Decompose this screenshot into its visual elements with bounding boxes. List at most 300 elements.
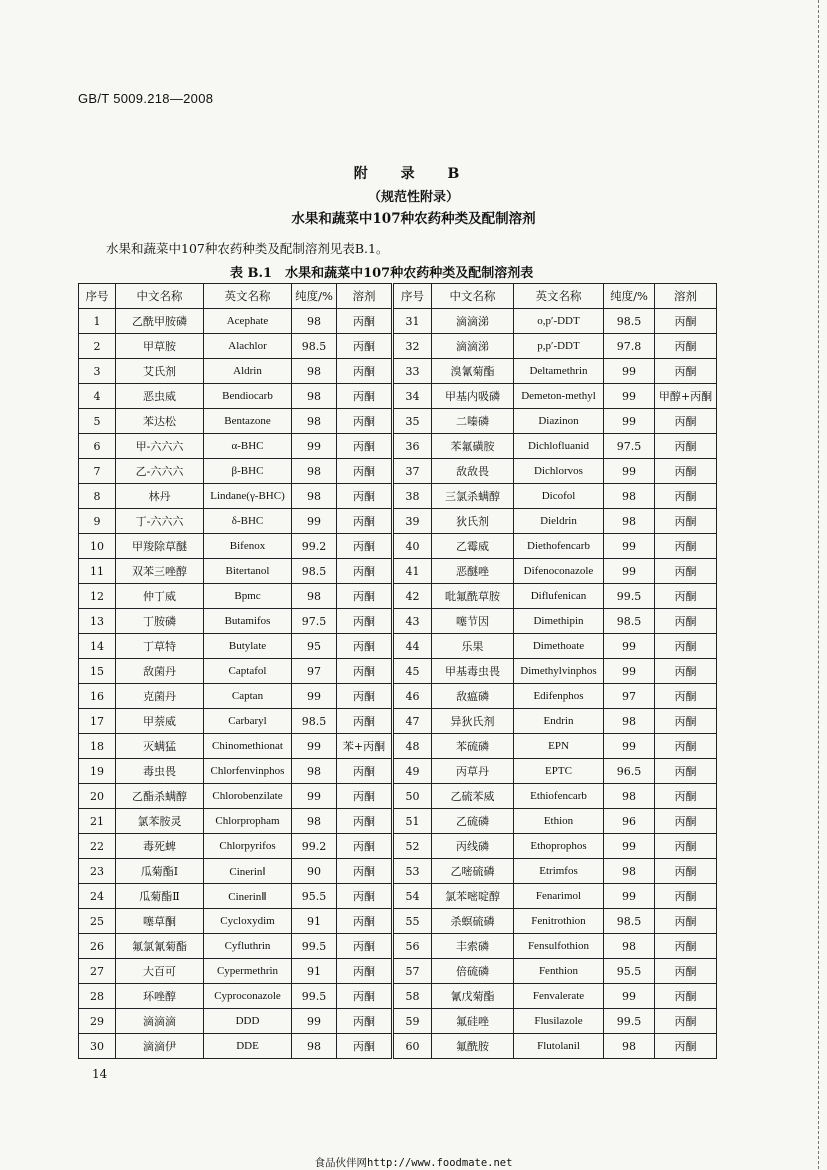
cn-name-cell: 艾氏剂 [116, 359, 204, 384]
cn-name-cell: 丙线磷 [432, 834, 514, 859]
table-row [79, 409, 717, 434]
solvent-cell: 丙酮 [655, 1009, 717, 1034]
en-name-cell: DDE [204, 1034, 292, 1059]
en-name-cell: CinerinⅡ [204, 884, 292, 909]
purity-cell: 99 [604, 534, 655, 559]
purity-cell: 99 [292, 684, 337, 709]
purity-cell: 99.5 [292, 934, 337, 959]
solvent-cell: 丙酮 [337, 959, 393, 984]
table-row [79, 909, 717, 934]
cn-name-cell: 杀螟硫磷 [432, 909, 514, 934]
seq-cell: 11 [79, 559, 116, 584]
solvent-cell: 丙酮 [337, 709, 393, 734]
purity-cell: 99 [292, 784, 337, 809]
cn-name-cell: 氟硅唑 [432, 1009, 514, 1034]
cn-name-cell: 甲羧除草醚 [116, 534, 204, 559]
purity-cell: 98.5 [292, 709, 337, 734]
seq-cell: 49 [393, 759, 432, 784]
purity-cell: 98 [604, 709, 655, 734]
cn-name-cell: 倍硫磷 [432, 959, 514, 984]
cn-name-cell: 噻节因 [432, 609, 514, 634]
en-name-cell: α-BHC [204, 434, 292, 459]
en-name-cell: Demeton-methyl [514, 384, 604, 409]
cn-name-cell: 恶醚唑 [432, 559, 514, 584]
en-name-cell: Dimethylvinphos [514, 659, 604, 684]
en-name-cell: Fenthion [514, 959, 604, 984]
solvent-cell: 丙酮 [337, 909, 393, 934]
solvent-cell: 丙酮 [655, 809, 717, 834]
solvent-cell: 丙酮 [337, 509, 393, 534]
en-name-cell: Fenvalerate [514, 984, 604, 1009]
purity-cell: 98 [604, 934, 655, 959]
seq-cell: 32 [393, 334, 432, 359]
purity-cell: 98.5 [604, 609, 655, 634]
seq-cell: 44 [393, 634, 432, 659]
purity-cell: 98 [604, 859, 655, 884]
table-row [79, 609, 717, 634]
seq-cell: 36 [393, 434, 432, 459]
en-name-cell: Diethofencarb [514, 534, 604, 559]
seq-cell: 29 [79, 1009, 116, 1034]
en-name-cell: Bpmc [204, 584, 292, 609]
solvent-cell: 丙酮 [655, 584, 717, 609]
purity-cell: 99 [604, 884, 655, 909]
cn-name-cell: 乙霉威 [432, 534, 514, 559]
seq-cell: 6 [79, 434, 116, 459]
solvent-cell: 丙酮 [655, 709, 717, 734]
purity-cell: 99 [604, 634, 655, 659]
seq-cell: 40 [393, 534, 432, 559]
seq-cell: 50 [393, 784, 432, 809]
cn-name-cell: 丰索磷 [432, 934, 514, 959]
seq-cell: 52 [393, 834, 432, 859]
table-caption: 表 B.1 水果和蔬菜中107种农药种类及配制溶剂表 [230, 266, 534, 281]
cn-name-cell: 环唑醇 [116, 984, 204, 1009]
en-name-cell: Fenarimol [514, 884, 604, 909]
purity-cell: 98 [292, 1034, 337, 1059]
cn-name-cell: 仲丁威 [116, 584, 204, 609]
en-name-cell: Chlorpropham [204, 809, 292, 834]
purity-cell: 99 [604, 384, 655, 409]
solvent-cell: 丙酮 [655, 459, 717, 484]
table-row [79, 484, 717, 509]
purity-cell: 99 [292, 734, 337, 759]
en-name-cell: o,p′-DDT [514, 309, 604, 334]
table-row [79, 1034, 717, 1059]
purity-cell: 98 [604, 784, 655, 809]
cn-name-cell: 敌瘟磷 [432, 684, 514, 709]
seq-cell: 19 [79, 759, 116, 784]
cn-name-cell: 乙硫磷 [432, 809, 514, 834]
cn-name-cell: 甲-六六六 [116, 434, 204, 459]
seq-cell: 34 [393, 384, 432, 409]
en-name-cell: Carbaryl [204, 709, 292, 734]
seq-cell: 16 [79, 684, 116, 709]
cn-name-cell: 氟酰胺 [432, 1034, 514, 1059]
purity-cell: 97.5 [604, 434, 655, 459]
seq-cell: 4 [79, 384, 116, 409]
en-name-cell: Fensulfothion [514, 934, 604, 959]
solvent-cell: 甲醇+丙酮 [655, 384, 717, 409]
purity-cell: 95 [292, 634, 337, 659]
en-name-cell: Etrimfos [514, 859, 604, 884]
en-name-cell: Butylate [204, 634, 292, 659]
solvent-cell: 丙酮 [337, 859, 393, 884]
solvent-cell: 丙酮 [337, 459, 393, 484]
en-name-cell: Edifenphos [514, 684, 604, 709]
cn-name-cell: 乙-六六六 [116, 459, 204, 484]
seq-cell: 31 [393, 309, 432, 334]
cn-name-cell: 乙酯杀螨醇 [116, 784, 204, 809]
cn-name-cell: 氰戊菊酯 [432, 984, 514, 1009]
seq-cell: 18 [79, 734, 116, 759]
solvent-cell: 丙酮 [337, 584, 393, 609]
solvent-cell: 丙酮 [655, 309, 717, 334]
solvent-cell: 丙酮 [337, 484, 393, 509]
solvent-cell: 丙酮 [655, 484, 717, 509]
cn-name-cell: 狄氏剂 [432, 509, 514, 534]
en-name-cell: Chlorfenvinphos [204, 759, 292, 784]
en-name-cell: EPN [514, 734, 604, 759]
seq-cell: 41 [393, 559, 432, 584]
seq-cell: 38 [393, 484, 432, 509]
purity-cell: 99 [604, 559, 655, 584]
en-name-cell: Alachlor [204, 334, 292, 359]
en-name-cell: Dicofol [514, 484, 604, 509]
cn-name-cell: 毒虫畏 [116, 759, 204, 784]
solvent-cell: 丙酮 [655, 784, 717, 809]
seq-cell: 55 [393, 909, 432, 934]
cn-name-cell: 恶虫威 [116, 384, 204, 409]
en-name-cell: Bitertanol [204, 559, 292, 584]
seq-cell: 25 [79, 909, 116, 934]
table-row [79, 784, 717, 809]
seq-cell: 51 [393, 809, 432, 834]
seq-cell: 23 [79, 859, 116, 884]
solvent-cell: 丙酮 [337, 759, 393, 784]
seq-cell: 28 [79, 984, 116, 1009]
purity-cell: 97.8 [604, 334, 655, 359]
purity-cell: 98 [604, 1034, 655, 1059]
col-header-cn-name: 中文名称 [116, 284, 204, 309]
en-name-cell: Cycloxydim [204, 909, 292, 934]
purity-cell: 99 [604, 834, 655, 859]
seq-cell: 46 [393, 684, 432, 709]
solvent-cell: 丙酮 [655, 1034, 717, 1059]
en-name-cell: Dimethipin [514, 609, 604, 634]
table-row [79, 884, 717, 909]
solvent-cell: 丙酮 [337, 1009, 393, 1034]
intro-text: 水果和蔬菜中107种农药种类及配制溶剂见表B.1。 [106, 241, 389, 256]
table-row [79, 759, 717, 784]
table-header-row [79, 284, 717, 309]
seq-cell: 47 [393, 709, 432, 734]
seq-cell: 8 [79, 484, 116, 509]
table-row [79, 659, 717, 684]
seq-cell: 43 [393, 609, 432, 634]
seq-cell: 12 [79, 584, 116, 609]
en-name-cell: δ-BHC [204, 509, 292, 534]
purity-cell: 99.5 [604, 1009, 655, 1034]
table-row [79, 634, 717, 659]
seq-cell: 3 [79, 359, 116, 384]
solvent-cell: 丙酮 [337, 434, 393, 459]
appendix-subtitle: （规范性附录） [367, 190, 459, 205]
solvent-cell: 丙酮 [337, 834, 393, 859]
seq-cell: 9 [79, 509, 116, 534]
seq-cell: 54 [393, 884, 432, 909]
purity-cell: 91 [292, 959, 337, 984]
purity-cell: 96 [604, 809, 655, 834]
solvent-cell: 丙酮 [337, 384, 393, 409]
en-name-cell: Ethion [514, 809, 604, 834]
solvent-cell: 丙酮 [655, 934, 717, 959]
table-row [79, 809, 717, 834]
seq-cell: 10 [79, 534, 116, 559]
table-row [79, 384, 717, 409]
table-row [79, 459, 717, 484]
en-name-cell: Captafol [204, 659, 292, 684]
cn-name-cell: 吡氟酰草胺 [432, 584, 514, 609]
seq-cell: 39 [393, 509, 432, 534]
en-name-cell: Fenitrothion [514, 909, 604, 934]
seq-cell: 22 [79, 834, 116, 859]
solvent-cell: 丙酮 [655, 434, 717, 459]
cn-name-cell: 双苯三唑醇 [116, 559, 204, 584]
table-row [79, 934, 717, 959]
en-name-cell: Dimethoate [514, 634, 604, 659]
solvent-cell: 丙酮 [337, 559, 393, 584]
table-row [79, 1009, 717, 1034]
table-body [79, 309, 717, 1059]
cn-name-cell: 丁-六六六 [116, 509, 204, 534]
solvent-cell: 丙酮 [655, 359, 717, 384]
cn-name-cell: 乙硫苯威 [432, 784, 514, 809]
solvent-cell: 丙酮 [655, 834, 717, 859]
en-name-cell: Dieldrin [514, 509, 604, 534]
cn-name-cell: 乙酰甲胺磷 [116, 309, 204, 334]
col-header-solvent-2: 溶剂 [655, 284, 717, 309]
en-name-cell: Lindane(γ-BHC) [204, 484, 292, 509]
cn-name-cell: 瓜菊酯Ⅰ [116, 859, 204, 884]
cn-name-cell: 滴滴涕 [432, 334, 514, 359]
seq-cell: 35 [393, 409, 432, 434]
solvent-cell: 丙酮 [337, 409, 393, 434]
seq-cell: 2 [79, 334, 116, 359]
purity-cell: 96.5 [604, 759, 655, 784]
en-name-cell: Diflufenican [514, 584, 604, 609]
solvent-cell: 丙酮 [655, 559, 717, 584]
solvent-cell: 丙酮 [655, 984, 717, 1009]
purity-cell: 98.5 [292, 334, 337, 359]
cn-name-cell: 大百可 [116, 959, 204, 984]
solvent-cell: 丙酮 [337, 659, 393, 684]
seq-cell: 7 [79, 459, 116, 484]
cn-name-cell: 氟氯氰菊酯 [116, 934, 204, 959]
purity-cell: 99 [604, 734, 655, 759]
table-row [79, 959, 717, 984]
appendix-heading: 水果和蔬菜中107种农药种类及配制溶剂 [291, 211, 536, 227]
cn-name-cell: 异狄氏剂 [432, 709, 514, 734]
solvent-cell: 苯+丙酮 [337, 734, 393, 759]
en-name-cell: Butamifos [204, 609, 292, 634]
purity-cell: 98 [604, 509, 655, 534]
purity-cell: 97 [604, 684, 655, 709]
en-name-cell: Acephate [204, 309, 292, 334]
cn-name-cell: 甲草胺 [116, 334, 204, 359]
purity-cell: 99 [292, 1009, 337, 1034]
purity-cell: 90 [292, 859, 337, 884]
seq-cell: 20 [79, 784, 116, 809]
cn-name-cell: 滴滴伊 [116, 1034, 204, 1059]
purity-cell: 99 [604, 459, 655, 484]
solvent-cell: 丙酮 [655, 859, 717, 884]
seq-cell: 57 [393, 959, 432, 984]
cn-name-cell: 敌敌畏 [432, 459, 514, 484]
cn-name-cell: 丙草丹 [432, 759, 514, 784]
seq-cell: 26 [79, 934, 116, 959]
table-row [79, 684, 717, 709]
solvent-cell: 丙酮 [337, 934, 393, 959]
en-name-cell: Difenoconazole [514, 559, 604, 584]
purity-cell: 97.5 [292, 609, 337, 634]
en-name-cell: Flusilazole [514, 1009, 604, 1034]
purity-cell: 98 [292, 584, 337, 609]
cn-name-cell: 瓜菊酯Ⅱ [116, 884, 204, 909]
en-name-cell: Chlorobenzilate [204, 784, 292, 809]
en-name-cell: β-BHC [204, 459, 292, 484]
seq-cell: 37 [393, 459, 432, 484]
col-header-solvent: 溶剂 [337, 284, 393, 309]
cn-name-cell: 乐果 [432, 634, 514, 659]
cn-name-cell: 丁胺磷 [116, 609, 204, 634]
purity-cell: 99 [292, 434, 337, 459]
cn-name-cell: 噻草酮 [116, 909, 204, 934]
en-name-cell: Dichlofluanid [514, 434, 604, 459]
solvent-cell: 丙酮 [337, 809, 393, 834]
seq-cell: 59 [393, 1009, 432, 1034]
purity-cell: 98.5 [604, 909, 655, 934]
seq-cell: 17 [79, 709, 116, 734]
en-name-cell: Ethiofencarb [514, 784, 604, 809]
seq-cell: 21 [79, 809, 116, 834]
seq-cell: 13 [79, 609, 116, 634]
cn-name-cell: 灭螨猛 [116, 734, 204, 759]
purity-cell: 99 [604, 984, 655, 1009]
cn-name-cell: 甲基内吸磷 [432, 384, 514, 409]
col-header-purity: 纯度/% [292, 284, 337, 309]
appendix-title: 附 录 B [353, 166, 474, 182]
solvent-cell: 丙酮 [337, 359, 393, 384]
solvent-cell: 丙酮 [337, 784, 393, 809]
purity-cell: 98 [292, 809, 337, 834]
cn-name-cell: 丁草特 [116, 634, 204, 659]
purity-cell: 98 [292, 359, 337, 384]
cn-name-cell: 三氯杀螨醇 [432, 484, 514, 509]
seq-cell: 53 [393, 859, 432, 884]
en-name-cell: Deltamethrin [514, 359, 604, 384]
en-name-cell: Cypermethrin [204, 959, 292, 984]
table-row [79, 584, 717, 609]
en-name-cell: Diazinon [514, 409, 604, 434]
solvent-cell: 丙酮 [337, 609, 393, 634]
purity-cell: 95.5 [292, 884, 337, 909]
col-header-seq-2: 序号 [393, 284, 432, 309]
seq-cell: 5 [79, 409, 116, 434]
en-name-cell: Bendiocarb [204, 384, 292, 409]
solvent-cell: 丙酮 [655, 884, 717, 909]
seq-cell: 24 [79, 884, 116, 909]
purity-cell: 99 [604, 659, 655, 684]
cn-name-cell: 溴氰菊酯 [432, 359, 514, 384]
cn-name-cell: 苯氟磺胺 [432, 434, 514, 459]
en-name-cell: CinerinⅠ [204, 859, 292, 884]
en-name-cell: Flutolanil [514, 1034, 604, 1059]
solvent-cell: 丙酮 [655, 634, 717, 659]
solvent-cell: 丙酮 [655, 759, 717, 784]
cn-name-cell: 苯达松 [116, 409, 204, 434]
purity-cell: 98.5 [604, 309, 655, 334]
purity-cell: 99.2 [292, 834, 337, 859]
table-row [79, 984, 717, 1009]
en-name-cell: Bifenox [204, 534, 292, 559]
en-name-cell: Captan [204, 684, 292, 709]
purity-cell: 99.5 [292, 984, 337, 1009]
cn-name-cell: 甲萘威 [116, 709, 204, 734]
cn-name-cell: 乙嘧硫磷 [432, 859, 514, 884]
purity-cell: 99.2 [292, 534, 337, 559]
en-name-cell: DDD [204, 1009, 292, 1034]
purity-cell: 99 [604, 409, 655, 434]
table-row [79, 734, 717, 759]
en-name-cell: Aldrin [204, 359, 292, 384]
solvent-cell: 丙酮 [655, 334, 717, 359]
purity-cell: 98 [292, 459, 337, 484]
cn-name-cell: 滴滴涕 [432, 309, 514, 334]
cn-name-cell: 甲基毒虫畏 [432, 659, 514, 684]
table-row [79, 309, 717, 334]
cn-name-cell: 敌菌丹 [116, 659, 204, 684]
cn-name-cell: 氯苯嘧啶醇 [432, 884, 514, 909]
seq-cell: 14 [79, 634, 116, 659]
solvent-cell: 丙酮 [655, 409, 717, 434]
purity-cell: 99 [604, 359, 655, 384]
en-name-cell: Bentazone [204, 409, 292, 434]
seq-cell: 58 [393, 984, 432, 1009]
en-name-cell: Chlorpyrifos [204, 834, 292, 859]
cn-name-cell: 滴滴滴 [116, 1009, 204, 1034]
solvent-cell: 丙酮 [655, 734, 717, 759]
pesticide-table [78, 283, 717, 1059]
purity-cell: 98 [292, 759, 337, 784]
seq-cell: 45 [393, 659, 432, 684]
en-name-cell: Chinomethionat [204, 734, 292, 759]
solvent-cell: 丙酮 [337, 1034, 393, 1059]
solvent-cell: 丙酮 [655, 509, 717, 534]
solvent-cell: 丙酮 [655, 909, 717, 934]
col-header-purity-2: 纯度/% [604, 284, 655, 309]
table-row [79, 334, 717, 359]
solvent-cell: 丙酮 [337, 634, 393, 659]
solvent-cell: 丙酮 [337, 684, 393, 709]
table-row [79, 359, 717, 384]
seq-cell: 56 [393, 934, 432, 959]
seq-cell: 42 [393, 584, 432, 609]
standard-code: GB/T 5009.218—2008 [78, 91, 214, 106]
purity-cell: 98 [292, 409, 337, 434]
solvent-cell: 丙酮 [337, 309, 393, 334]
table-row [79, 534, 717, 559]
